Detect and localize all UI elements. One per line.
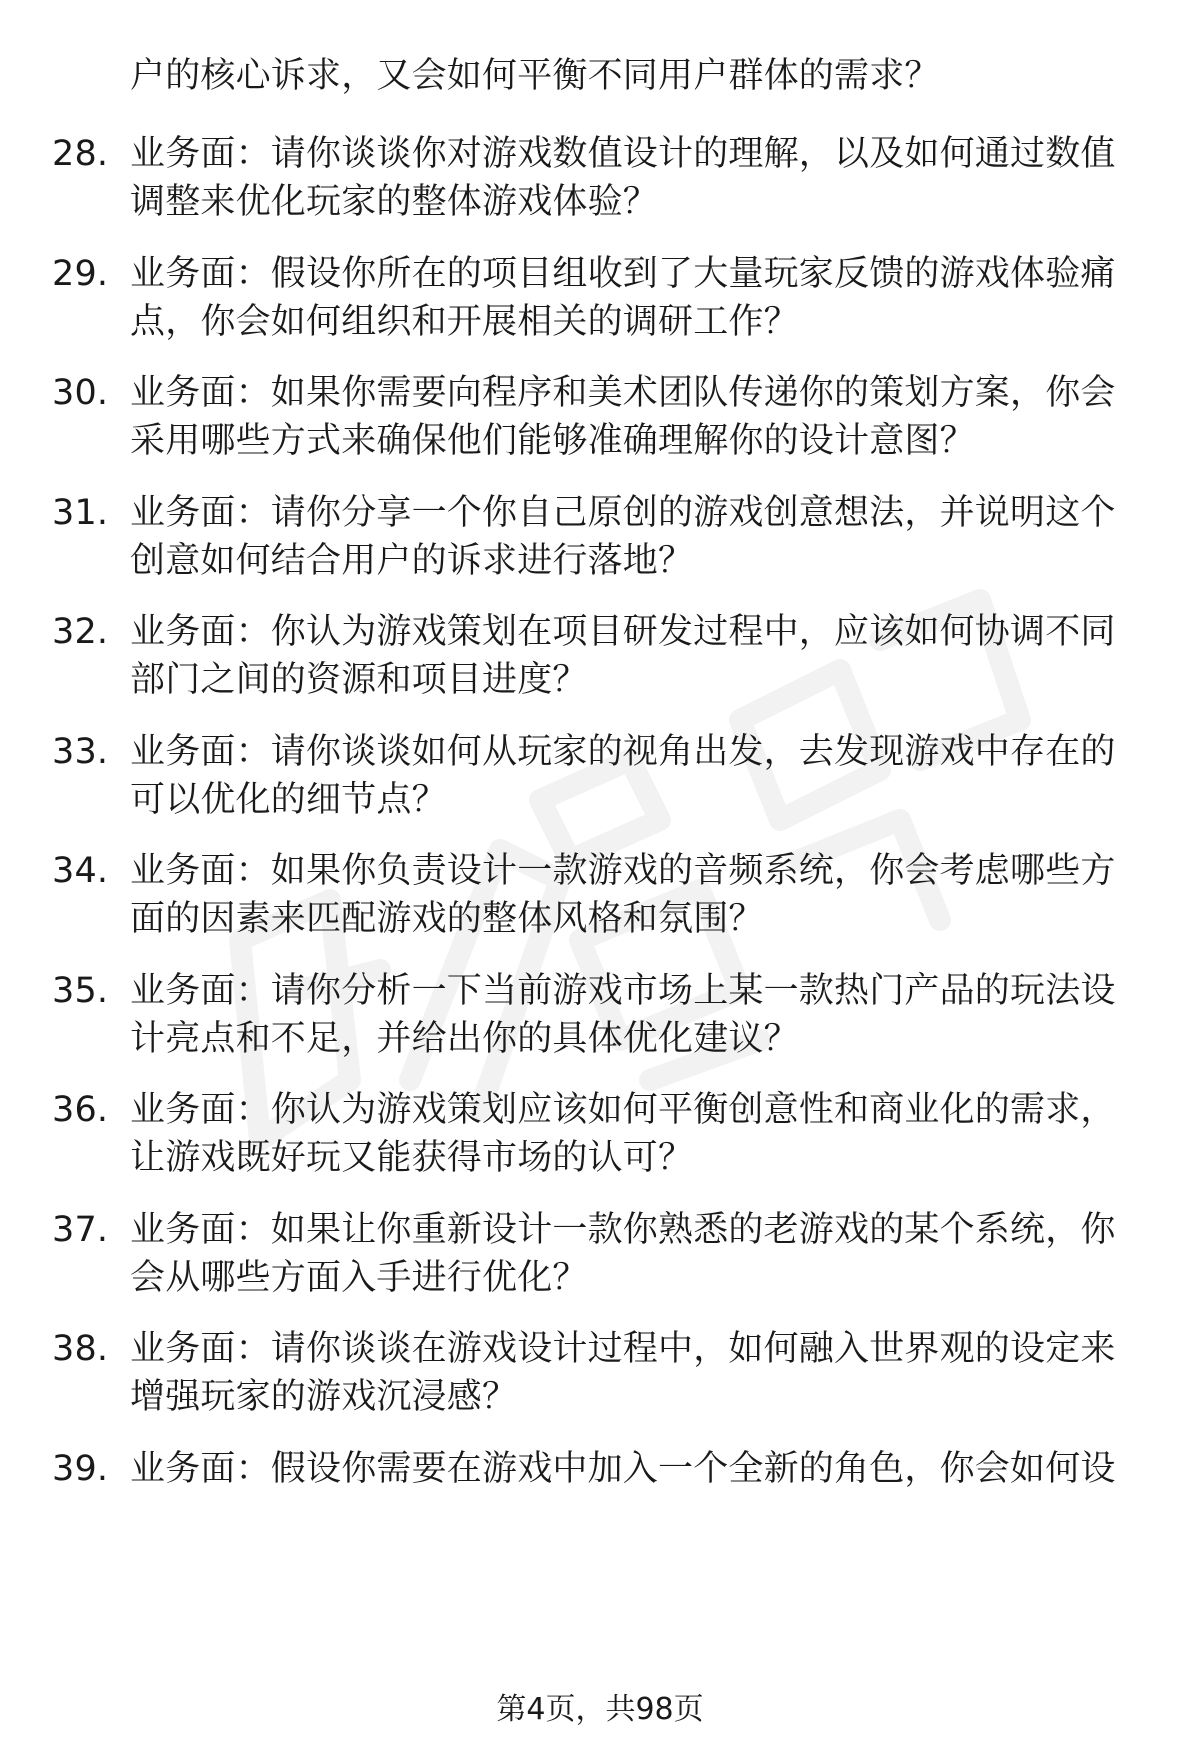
list-item-text-line2: 让游戏既好玩又能获得市场的认可？ <box>130 1138 694 1178</box>
list-item-text-line2: 可以优化的细节点？ <box>130 780 447 820</box>
list-item-number: 32. <box>52 612 109 652</box>
list-item-text-line1: 业务面：请你谈谈在游戏设计过程中，如何融入世界观的设定来 <box>130 1329 1116 1369</box>
list-item-number: 33. <box>52 732 109 772</box>
list-item-text-line2: 采用哪些方式来确保他们能够准确理解你的设计意图？ <box>130 421 975 461</box>
list-item-number: 39. <box>52 1449 109 1489</box>
list-item-text-line1: 业务面：假设你所在的项目组收到了大量玩家反馈的游戏体验痛 <box>130 254 1116 294</box>
list-item-number: 38. <box>52 1329 109 1369</box>
list-item-number: 31. <box>52 493 109 533</box>
list-item-text-line2: 面的因素来匹配游戏的整体风格和氛围？ <box>130 899 764 939</box>
list-item-text-line1: 业务面：你认为游戏策划应该如何平衡创意性和商业化的需求， <box>130 1090 1116 1130</box>
list-item-text-line1: 业务面：如果你需要向程序和美术团队传递你的策划方案，你会 <box>130 373 1116 413</box>
list-item-text-line2: 增强玩家的游戏沉浸感？ <box>130 1377 518 1417</box>
list-item-number: 28. <box>52 134 109 174</box>
list-item-number: 37. <box>52 1210 109 1250</box>
list-item-number: 35. <box>52 971 109 1011</box>
list-item-text-line2: 部门之间的资源和项目进度？ <box>130 660 588 700</box>
list-item-text-line2: 计亮点和不足，并给出你的具体优化建议？ <box>130 1019 799 1059</box>
list-item-number: 36. <box>52 1090 109 1130</box>
list-item-number: 34. <box>52 851 109 891</box>
list-item-text-line1: 业务面：你认为游戏策划在项目研发过程中，应该如何协调不同 <box>130 612 1116 652</box>
list-item-number: 29. <box>52 254 109 294</box>
list-item-text-line2: 点，你会如何组织和开展相关的调研工作？ <box>130 302 799 342</box>
list-item-text-line2: 会从哪些方面入手进行优化？ <box>130 1258 588 1298</box>
list-item-text-line2: 创意如何结合用户的诉求进行落地？ <box>130 541 694 581</box>
list-item-text-line1: 业务面：请你分析一下当前游戏市场上某一款热门产品的玩法设 <box>130 971 1116 1011</box>
list-item-text-line1: 业务面：假设你需要在游戏中加入一个全新的角色，你会如何设 <box>130 1449 1116 1489</box>
list-item-text-line2: 调整来优化玩家的整体游戏体验？ <box>130 182 659 222</box>
list-item-text-line1: 业务面：请你分享一个你自己原创的游戏创意想法，并说明这个 <box>130 493 1116 533</box>
continuation-text: 户的核心诉求，又会如何平衡不同用户群体的需求？ <box>130 56 940 96</box>
list-item-text-line1: 业务面：如果让你重新设计一款你熟悉的老游戏的某个系统，你 <box>130 1210 1116 1250</box>
list-item-number: 30. <box>52 373 109 413</box>
list-item-text-line1: 业务面：请你谈谈你对游戏数值设计的理解，以及如何通过数值 <box>130 134 1116 174</box>
list-item-text-line1: 业务面：如果你负责设计一款游戏的音频系统，你会考虑哪些方 <box>130 851 1116 891</box>
list-item-text-line1: 业务面：请你谈谈如何从玩家的视角出发，去发现游戏中存在的 <box>130 732 1116 772</box>
page-footer: 第4页，共98页 <box>496 1692 704 1727</box>
